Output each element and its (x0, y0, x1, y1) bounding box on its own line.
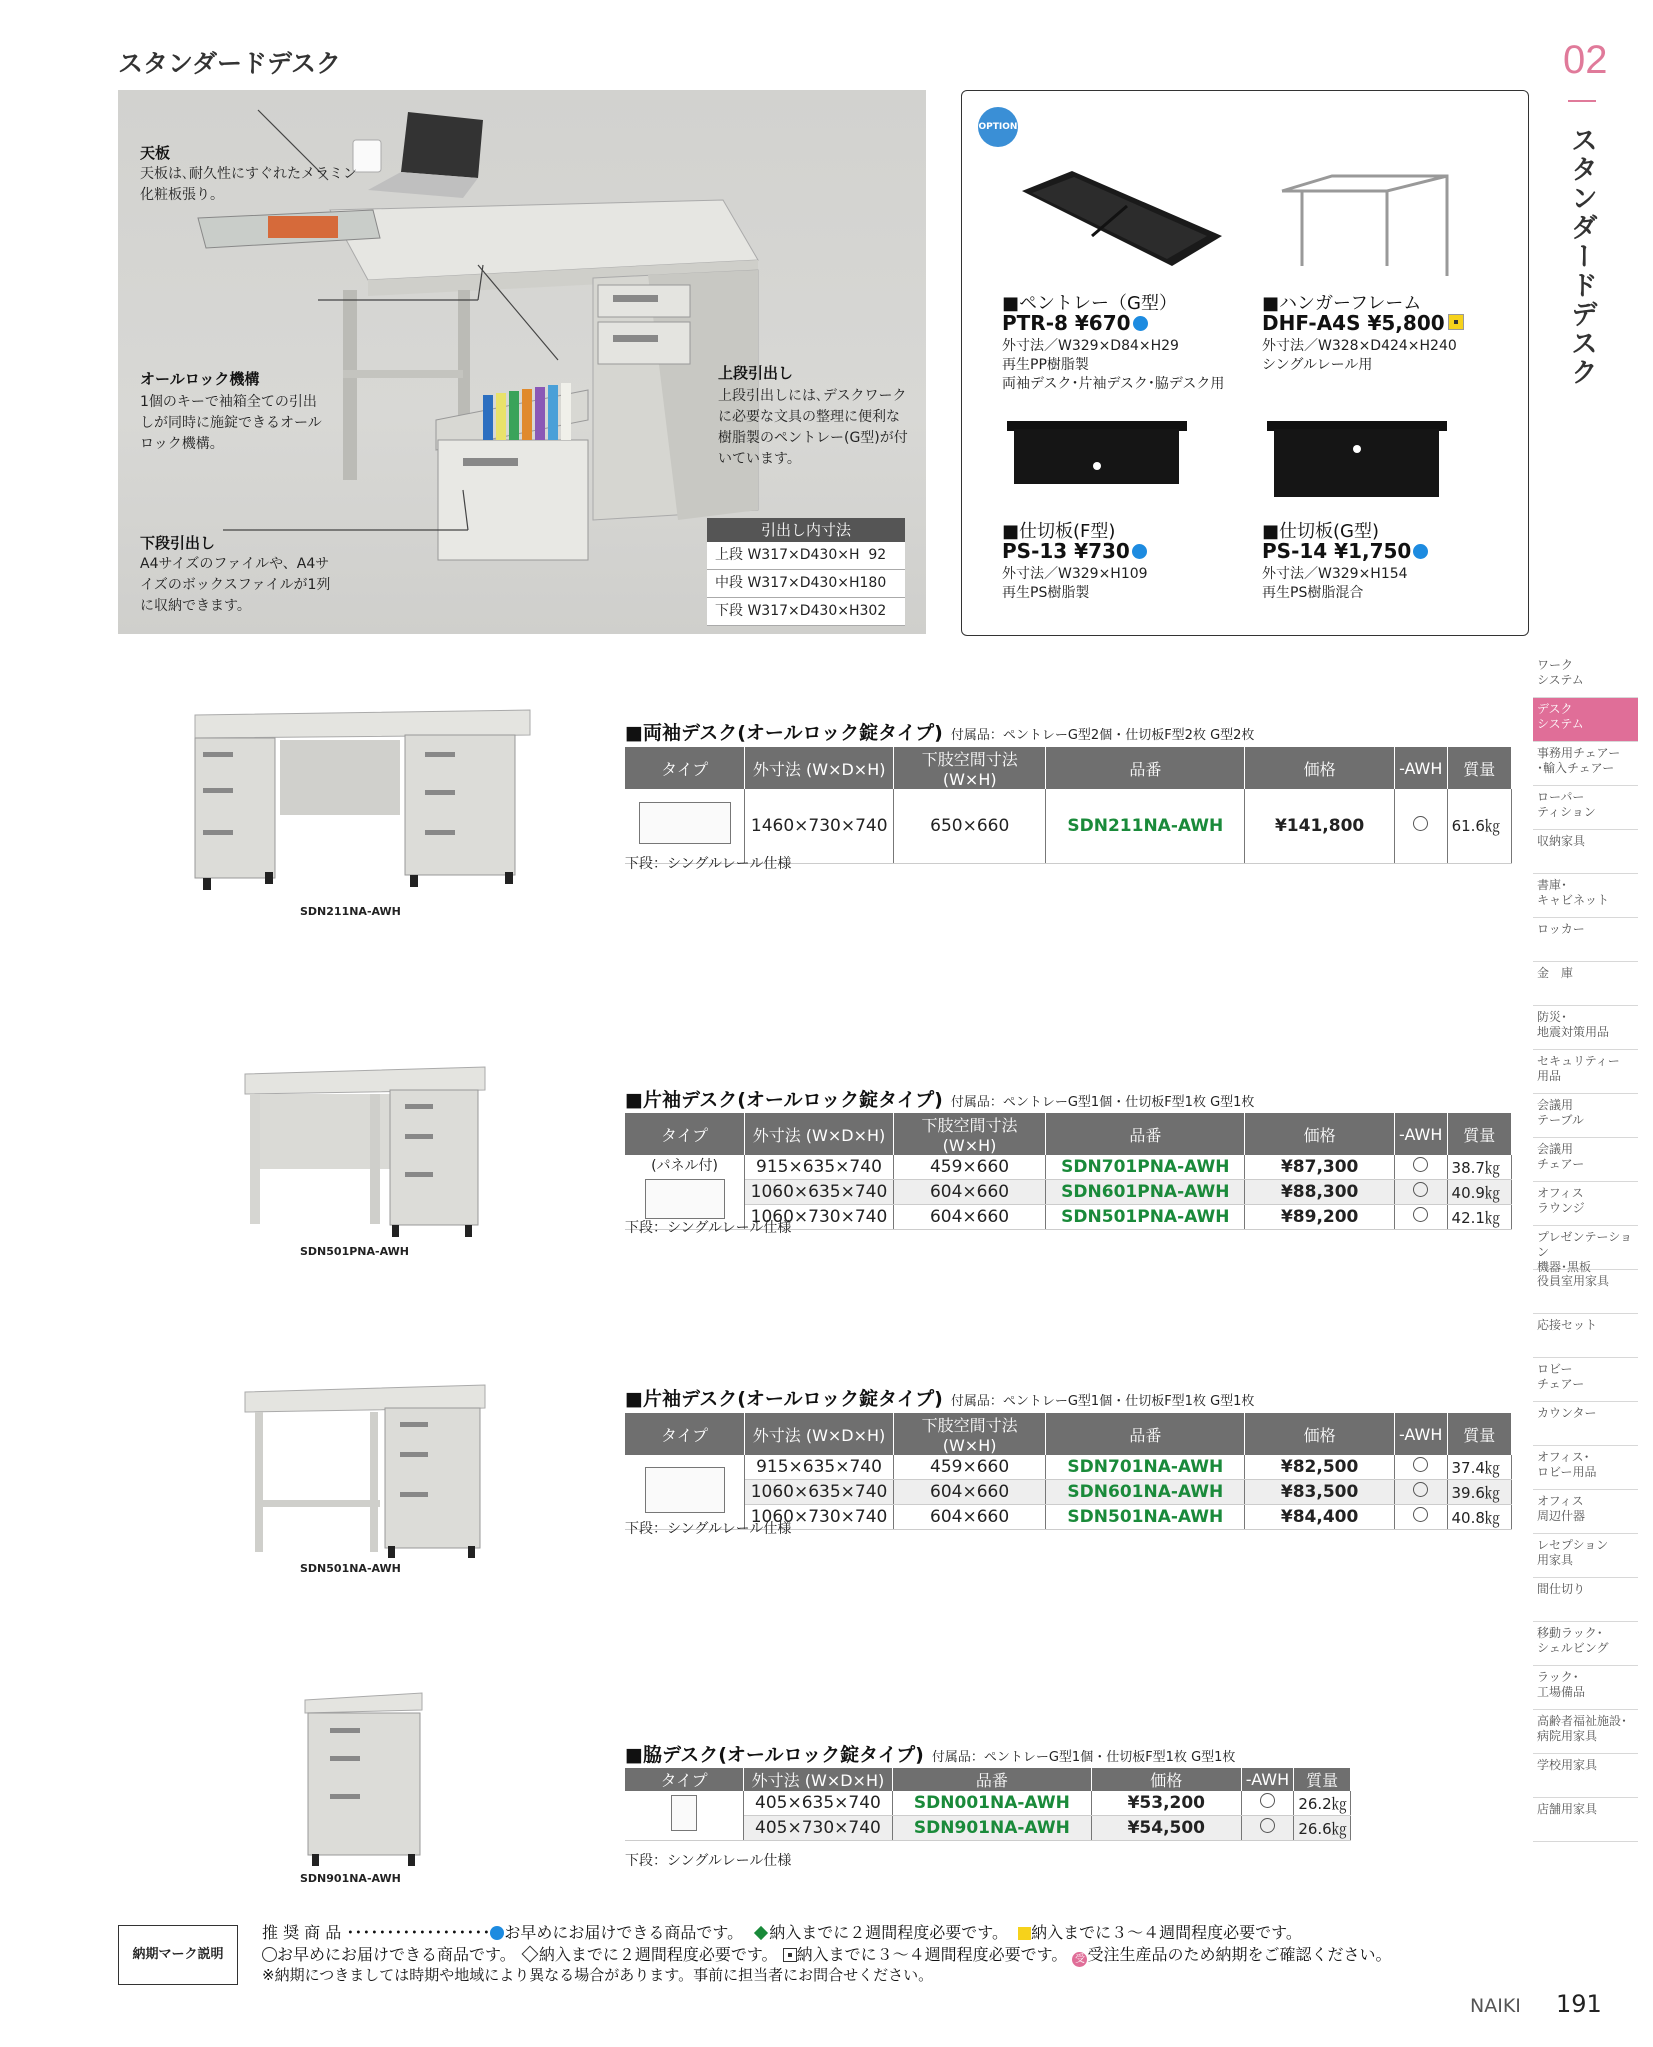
option-desc-line: 再生PS樹脂混合 (1262, 585, 1364, 601)
spec-table (625, 1768, 1351, 1841)
brand-name: NAIKI (1470, 1995, 1521, 2017)
page-number: 191 (1556, 1990, 1602, 2018)
cell-dim: 1060×635×740 (745, 1180, 894, 1205)
cell-weight: 40.8㎏ (1447, 1505, 1511, 1530)
section-accessories: 付属品：ペントレーG型2個・仕切板F型2枚 G型2枚 (950, 728, 1255, 743)
annotation-upper-text: 上段引出しには､デスクワークに必要な文具の整理に便利な樹脂製のペントレー(G型)が付いています。 (718, 388, 908, 467)
table-header-row (625, 1113, 1512, 1155)
col-header: 品番 (892, 1768, 1091, 1791)
annotation-upper-title: 上段引出し (718, 364, 794, 382)
section-accessories: 付属品：ペントレーG型1個・仕切板F型1枚 G型1枚 (950, 1095, 1255, 1110)
legend-text: 納入までに２週間程度必要です。 (769, 1923, 1008, 1942)
circle-icon (1413, 1482, 1428, 1497)
sidenav-item[interactable]: 学校用家具 (1533, 1754, 1638, 1798)
option-desc-line: 再生PP樹脂製 (1002, 357, 1089, 373)
section-title (625, 1740, 1235, 1767)
section-note: 下段：シングルレール仕様 (625, 1220, 792, 1236)
cell-code: SDN501NA-AWH (1046, 1505, 1245, 1530)
section-divider (1568, 100, 1596, 102)
col-header: 質量 (1447, 1113, 1511, 1155)
vertical-section-title: スタンダードデスク (1566, 126, 1597, 387)
recommend-mark-icon (1413, 544, 1428, 559)
cell-price: ¥54,500 (1092, 1816, 1242, 1841)
divider-f-image (1002, 411, 1202, 491)
col-header: 品番 (1046, 1113, 1245, 1155)
cell-code: SDN601NA-AWH (1046, 1480, 1245, 1505)
option-code-price (1262, 311, 1464, 335)
option-name: ■仕切板(G型) (1262, 521, 1379, 542)
section-title (625, 1384, 1254, 1411)
option-desc-line: 外寸法／W328×D424×H240 (1262, 338, 1457, 354)
col-header: 外寸法 (W×D×H) (745, 747, 894, 789)
recommend-dot-icon (490, 1926, 504, 1940)
sidenav-item[interactable]: 事務用チェアー ･輸入チェアー (1533, 742, 1638, 786)
sidenav-item[interactable]: ロビー チェアー (1533, 1358, 1638, 1402)
sidenav-item[interactable]: オフィス ラウンジ (1533, 1182, 1638, 1226)
yellow-square-icon (1018, 1927, 1031, 1940)
cell-awh (1394, 1205, 1447, 1230)
table-row (625, 1155, 1512, 1180)
option-code: PS-14 (1262, 539, 1328, 563)
col-header: タイプ (625, 1113, 745, 1155)
legend-text: 納入までに２週間程度必要です。 (538, 1945, 778, 1964)
legend-text: 受注生産品のため納期をご確認ください。 (1087, 1945, 1392, 1964)
cell-code: SDN211NA-AWH (1046, 789, 1245, 863)
sidenav-item[interactable]: デスク システム (1533, 698, 1638, 742)
option-panel (961, 90, 1529, 636)
col-header: 外寸法 (W×D×H) (744, 1768, 893, 1791)
section-note: 下段：シングルレール仕様 (625, 1521, 792, 1537)
cell-dim: 1460×730×740 (745, 789, 894, 863)
sidenav-item[interactable]: 移動ラック･ シェルビング (1533, 1622, 1638, 1666)
sidenav-item[interactable]: 金 庫 (1533, 962, 1638, 1006)
option-desc-line: 外寸法／W329×D84×H29 (1002, 338, 1179, 354)
cell-dim: 1060×730×740 (745, 1205, 894, 1230)
cell-awh (1394, 1455, 1447, 1480)
drawer-dims-row: 下段 W317×D430×H302 (707, 598, 905, 626)
legend-text: 納入までに３～４週間程度必要です。 (796, 1945, 1068, 1964)
cell-weight: 61.6㎏ (1447, 789, 1511, 863)
option-desc-line: 再生PS樹脂製 (1002, 585, 1090, 601)
option-price: ¥1,750 (1334, 539, 1412, 563)
annotation-tenban-text: 天板は､耐久性にすぐれたメラミン化粧板張り。 (140, 166, 357, 203)
col-header: 質量 (1294, 1768, 1351, 1791)
sidenav-item[interactable]: ローパー ティション (1533, 786, 1638, 830)
open-diamond-icon (521, 1946, 538, 1963)
circle-icon (1413, 1457, 1428, 1472)
sidenav-item[interactable]: セキュリティー 用品 (1533, 1050, 1638, 1094)
cell-legroom: 604×660 (893, 1180, 1045, 1205)
cell-awh (1394, 1505, 1447, 1530)
open-circle-icon (262, 1947, 277, 1962)
lead-time-3-4-weeks-icon (1448, 314, 1464, 330)
col-header: タイプ (625, 1768, 744, 1791)
circle-icon (1413, 816, 1428, 831)
annotation-tenban-title: 天板 (140, 144, 171, 162)
option-desc (1002, 337, 1242, 394)
sidenav-item[interactable]: 書庫･ キャビネット (1533, 874, 1638, 918)
sidenav-item[interactable]: オフィス･ ロビー用品 (1533, 1446, 1638, 1490)
open-square-icon (783, 1948, 797, 1962)
circle-icon (1260, 1818, 1275, 1833)
product-image-double-pedestal (185, 700, 535, 900)
option-desc (1002, 565, 1242, 603)
sidenav-item[interactable]: 収納家具 (1533, 830, 1638, 874)
product-caption: SDN501PNA-AWH (300, 1245, 409, 1258)
product-image-side-desk (300, 1688, 430, 1868)
option-code: DHF-A4S (1262, 311, 1361, 335)
section-title-text: ■片袖デスク(オールロック錠タイプ) (625, 1089, 943, 1111)
option-code-price (1002, 539, 1147, 563)
annotation-lower-text: A4サイズのファイルや、A4サイズのボックスファイルが1列に収納できます。 (140, 556, 331, 614)
cell-code: SDN001NA-AWH (892, 1791, 1091, 1816)
legend-line-1 (262, 1920, 1302, 1943)
option-desc-line: 両袖デスク･片袖デスク･脇デスク用 (1002, 376, 1225, 392)
col-header: 下肢空間寸法 (W×H) (894, 747, 1046, 789)
cell-legroom: 604×660 (893, 1205, 1045, 1230)
cell-code: SDN901NA-AWH (892, 1816, 1091, 1841)
sidenav-item[interactable]: ラック･ 工場備品 (1533, 1666, 1638, 1710)
legend-text: お早めにお届けできる商品です。 (504, 1923, 744, 1942)
cell-price: ¥89,200 (1245, 1205, 1394, 1230)
section-title-text: ■脇デスク(オールロック錠タイプ) (625, 1744, 924, 1766)
sidenav-item[interactable]: プレゼンテーション 機器･黒板 (1533, 1226, 1638, 1270)
option-name: ■ペントレー（G型） (1002, 293, 1177, 314)
hanger-frame-image (1262, 156, 1462, 286)
col-header: -AWH (1241, 1768, 1294, 1791)
option-desc-line: シングルレール用 (1262, 357, 1373, 373)
col-header: 下肢空間寸法 (W×H) (893, 1413, 1045, 1455)
drawer-inner-dims-table (707, 518, 905, 626)
legend-text: 納入までに３～４週間程度必要です。 (1031, 1923, 1302, 1942)
cell-dim: 915×635×740 (745, 1455, 894, 1480)
spec-table (625, 747, 1512, 864)
cell-weight: 39.6㎏ (1447, 1480, 1511, 1505)
sidenav-item[interactable]: 役員室用家具 (1533, 1270, 1638, 1314)
cell-dim: 915×635×740 (745, 1155, 894, 1180)
sidenav-item[interactable]: ワーク システム (1533, 654, 1638, 698)
cell-price: ¥82,500 (1245, 1455, 1394, 1480)
cell-legroom: 650×660 (894, 789, 1046, 863)
spec-table (625, 1413, 1512, 1530)
sidenav-item[interactable]: 店舗用家具 (1533, 1798, 1638, 1842)
option-badge: OPTION (978, 107, 1018, 147)
cell-awh (1394, 1480, 1447, 1505)
option-price: ¥5,800 (1367, 311, 1445, 335)
section-accessories: 付属品：ペントレーG型1個・仕切板F型1枚 G型1枚 (931, 1750, 1236, 1765)
sidenav-item[interactable]: 会議用 テーブル (1533, 1094, 1638, 1138)
lead-time-legend-label: 納期マーク説明 (118, 1925, 238, 1985)
legend-text: 推 奨 商 品 ･･････････････････ (262, 1923, 491, 1942)
col-header: 質量 (1447, 1413, 1511, 1455)
col-header: 下肢空間寸法 (W×H) (893, 1113, 1045, 1155)
product-caption: SDN901NA-AWH (300, 1872, 401, 1885)
cell-dim: 405×730×740 (744, 1816, 893, 1841)
cell-code: SDN501PNA-AWH (1046, 1205, 1245, 1230)
option-desc (1262, 565, 1502, 603)
product-image-single-pedestal-panel (240, 1062, 490, 1242)
cell-weight: 37.4㎏ (1447, 1455, 1511, 1480)
option-price: ¥670 (1074, 311, 1131, 335)
annotation-lock-title: オールロック機構 (140, 370, 260, 388)
option-price: ¥730 (1074, 539, 1130, 563)
page-title: スタンダードデスク (118, 49, 342, 78)
col-header: 価格 (1245, 1113, 1394, 1155)
circle-icon (1260, 1793, 1275, 1808)
cell-weight: 26.6㎏ (1294, 1816, 1351, 1841)
cell-code: SDN601PNA-AWH (1046, 1180, 1245, 1205)
cell-dim: 1060×635×740 (745, 1480, 894, 1505)
table-header-row (625, 1413, 1512, 1455)
annotation-lock-text: 1個のキーで袖箱全ての引出しが同時に施錠できるオールロック機構。 (140, 394, 322, 452)
section-title (625, 718, 1254, 745)
sidenav-item[interactable]: 応接セット (1533, 1314, 1638, 1358)
col-header: -AWH (1394, 1113, 1447, 1155)
cell-code: SDN701NA-AWH (1046, 1455, 1245, 1480)
col-header: 外寸法 (W×D×H) (745, 1413, 894, 1455)
section-accessories: 付属品：ペントレーG型1個・仕切板F型1枚 G型1枚 (950, 1394, 1255, 1409)
cell-weight: 26.2㎏ (1294, 1791, 1351, 1816)
option-desc-line: 外寸法／W329×H109 (1002, 566, 1148, 582)
drawer-dims-row: 中段 W317×D430×H180 (707, 570, 905, 598)
circle-icon (1413, 1507, 1428, 1522)
pen-tray-image (1002, 161, 1232, 291)
cell-code: SDN701PNA-AWH (1046, 1155, 1245, 1180)
col-header: -AWH (1394, 1413, 1447, 1455)
cell-price: ¥88,300 (1245, 1180, 1394, 1205)
cell-price: ¥83,500 (1245, 1480, 1394, 1505)
sidenav-item[interactable]: 高齢者福祉施設･ 病院用家具 (1533, 1710, 1638, 1754)
type-label: (パネル付) (651, 1158, 719, 1174)
cell-dim: 1060×730×740 (745, 1505, 894, 1530)
cell-awh (1241, 1816, 1294, 1841)
sidenav-item[interactable]: 防災･ 地震対策用品 (1533, 1006, 1638, 1050)
col-header: 価格 (1245, 1413, 1394, 1455)
option-name: ■仕切板(F型) (1002, 521, 1116, 542)
col-header: タイプ (625, 1413, 745, 1455)
circle-icon (1413, 1182, 1428, 1197)
col-header: -AWH (1394, 747, 1447, 789)
option-code-price (1262, 539, 1428, 563)
recommend-mark-icon (1132, 544, 1147, 559)
col-header: 外寸法 (W×D×H) (745, 1113, 894, 1155)
section-note: 下段：シングルレール仕様 (625, 856, 792, 872)
table-row (625, 1480, 1512, 1505)
col-header: 価格 (1245, 747, 1395, 789)
made-to-order-icon: 受 (1072, 1952, 1087, 1967)
section-title-text: ■両袖デスク(オールロック錠タイプ) (625, 722, 943, 744)
product-image-single-pedestal (240, 1380, 490, 1560)
circle-icon (1413, 1157, 1428, 1172)
table-row (625, 789, 1512, 863)
cell-price: ¥84,400 (1245, 1505, 1394, 1530)
cell-legroom: 459×660 (893, 1155, 1045, 1180)
type-icon (625, 789, 745, 863)
product-caption: SDN211NA-AWH (300, 905, 401, 918)
sidenav-item[interactable]: レセプション 用家具 (1533, 1534, 1638, 1578)
drawer-dims-row: 上段 W317×D430×H 92 (707, 542, 905, 570)
cell-legroom: 604×660 (893, 1480, 1045, 1505)
sidenav-item[interactable]: ロッカー (1533, 918, 1638, 962)
sidenav-item[interactable]: カウンター (1533, 1402, 1638, 1446)
sidenav-item[interactable]: オフィス 周辺什器 (1533, 1490, 1638, 1534)
table-row (625, 1455, 1512, 1480)
cell-price: ¥53,200 (1092, 1791, 1242, 1816)
cell-weight: 42.1㎏ (1447, 1205, 1511, 1230)
col-header: 価格 (1092, 1768, 1242, 1791)
circle-icon (1413, 1207, 1428, 1222)
diamond-icon (754, 1926, 768, 1940)
section-note: 下段：シングルレール仕様 (625, 1853, 792, 1869)
table-header-row (625, 1768, 1351, 1791)
cell-awh (1394, 1155, 1447, 1180)
col-header: 品番 (1046, 1413, 1245, 1455)
section-title-text: ■片袖デスク(オールロック錠タイプ) (625, 1388, 943, 1410)
table-row (625, 1180, 1512, 1205)
sidenav-item[interactable]: 会議用 チェアー (1533, 1138, 1638, 1182)
cell-price: ¥87,300 (1245, 1155, 1394, 1180)
category-sidenav (1533, 654, 1638, 1842)
cell-awh (1241, 1791, 1294, 1816)
table-row (625, 1791, 1351, 1816)
cell-legroom: 604×660 (893, 1505, 1045, 1530)
annotation-lower-title: 下段引出し (140, 534, 216, 552)
col-header: 品番 (1046, 747, 1245, 789)
section-title (625, 1085, 1254, 1112)
option-desc (1262, 337, 1502, 375)
cell-weight: 38.7㎏ (1447, 1155, 1511, 1180)
cell-awh (1394, 1180, 1447, 1205)
option-code: PS-13 (1002, 539, 1068, 563)
cell-dim: 405×635×740 (744, 1791, 893, 1816)
recommend-mark-icon (1133, 316, 1148, 331)
cell-price: ¥141,800 (1245, 789, 1395, 863)
option-code-price (1002, 311, 1148, 335)
legend-text: お早めにお届けできる商品です。 (277, 1945, 516, 1964)
option-code: PTR-8 (1002, 311, 1068, 335)
cell-awh (1394, 789, 1447, 863)
divider-g-image (1262, 411, 1462, 511)
sidenav-item[interactable]: 間仕切り (1533, 1578, 1638, 1622)
col-header: 質量 (1447, 747, 1511, 789)
cell-weight: 40.9㎏ (1447, 1180, 1511, 1205)
option-name: ■ハンガーフレーム (1262, 293, 1422, 314)
product-caption: SDN501NA-AWH (300, 1562, 401, 1575)
table-header-row (625, 747, 1512, 789)
option-desc-line: 外寸法／W329×H154 (1262, 566, 1408, 582)
spec-table (625, 1113, 1512, 1230)
drawer-dims-title: 引出し内寸法 (707, 518, 905, 542)
section-number: 02 (1563, 38, 1608, 82)
legend-note: ※納期につきましては時期や地域により異なる場合があります。事前に担当者にお問合せください。 (262, 1966, 934, 1984)
cell-legroom: 459×660 (893, 1455, 1045, 1480)
type-icon (625, 1791, 744, 1841)
col-header: タイプ (625, 747, 745, 789)
